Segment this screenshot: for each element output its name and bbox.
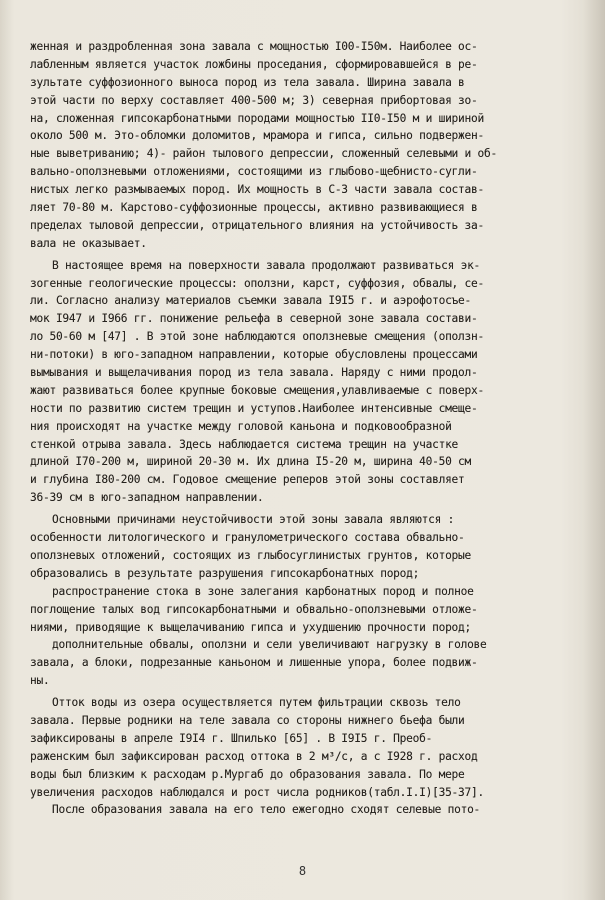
text-line: ни-потоки) в юго-западном направлении, которые обусловлены процессами <box>30 348 478 362</box>
document-body <box>30 38 578 819</box>
text-line: ности по развитию систем трещин и уступов.Наиболее интенсивные смеще- <box>30 401 478 415</box>
text-line: нистых легко размываемых пород. Их мощность в С-З части завала состав- <box>30 183 484 197</box>
text-line: 36-39 см в юго-западном направлении. <box>30 491 264 505</box>
paragraph <box>30 694 578 801</box>
text-line: завала, а блоки, подрезанные каньоном и лишенные упора, более подвиж- <box>30 656 478 670</box>
text-line: раженским был зафиксирован расход оттока в 2 м³/с, а с I928 г. расход <box>30 749 478 763</box>
text-line: После образования завала на его тело ежегодно сходят селевые пото- <box>52 803 481 817</box>
text-line: вымывания и выщелачивания пород из тела завала. Наряду с ними продол- <box>30 366 478 380</box>
text-line: этой части по верху составляет 400-500 м; 3) северная прибортовая зо- <box>30 93 478 107</box>
text-line: ния происходят на участке между головой каньона и подковообразной <box>30 419 452 433</box>
text-line: увеличения расходов наблюдался и рост числа родников(табл.I.I)[35-37]. <box>30 785 484 799</box>
text-line: жают развиваться более крупные боковые смещения,улавливаемые с поверх- <box>30 383 484 397</box>
text-line: пределах тыловой депрессии, отрицательного влияния на устойчивость за- <box>30 218 484 232</box>
text-line: около 500 м. Это-обломки доломитов, мрамора и гипса, сильно подвержен- <box>30 129 484 143</box>
text-line: вала не оказывает. <box>30 236 147 250</box>
text-line: ные выветриванию; 4)- район тылового депрессии, сложенный селевыми и об- <box>30 147 497 161</box>
text-line: образовались в результате разрушения гипсокарбонатных пород; <box>30 566 420 580</box>
text-line: ли. Согласно анализу материалов съемки завала I9I5 г. и аэрофотосъе- <box>30 294 472 308</box>
text-line: и глубина I80-200 см. Годовое смещение реперов этой зоны составляет <box>30 473 465 487</box>
text-line: зультате суффозионного выноса пород из тела завала. Ширина завала в <box>30 75 465 89</box>
text-line: особенности литологического и гранулометрического состава обвально- <box>30 531 465 545</box>
paragraph <box>30 38 578 253</box>
paragraph <box>30 583 578 637</box>
page-number: 8 <box>298 864 307 878</box>
text-line: ны. <box>30 674 50 688</box>
text-line: дополнительные обвалы, оползни и сели увеличивают нагрузку в голове <box>52 638 487 652</box>
text-line: ляет 70-80 м. Карстово-суффозионные процессы, активно развивающиеся в <box>30 201 478 215</box>
text-line: ло 50-60 м [47] . В этой зоне наблюдаются оползневые смещения (оползн- <box>30 330 484 344</box>
text-line: ниями, приводящие к выщелачиванию гипса и ухудшению прочности пород; <box>30 620 472 634</box>
text-line: зогенные геологические процессы: оползни, карст, суффозия, обвалы, се- <box>30 276 484 290</box>
text-line: поглощение талых вод гипсокарбонатными и обвально-оползневыми отложе- <box>30 602 478 616</box>
text-line: воды был близким к расходам р.Мургаб до образования завала. По мере <box>30 767 465 781</box>
text-line: распространение стока в зоне залегания карбонатных пород и полное <box>52 584 474 598</box>
text-line: В настоящее время на поверхности завала продолжают развиваться эк- <box>52 258 481 272</box>
text-line: лабленным является участок ложбины проседания, сформировавшейся в ре- <box>30 57 478 71</box>
text-line: вально-оползневыми отложениями, состоящими из глыбово-щебнисто-сугли- <box>30 165 478 179</box>
text-line: женная и раздробленная зона завала с мощностью I00-I50м. Наиболее ос- <box>30 40 478 53</box>
paragraph <box>30 511 578 583</box>
text-line: зафиксированы в апреле I9I4 г. Шпилько [65] . В I9I5 г. Преоб- <box>30 731 433 745</box>
text-line: завала. Первые родники на теле завала со стороны нижнего бьефа были <box>30 713 465 727</box>
paragraph <box>30 257 578 507</box>
text-line: длиной I70-200 м, шириной 20-30 м. Их длина I5-20 м, ширина 40-50 см <box>30 455 472 469</box>
paragraph <box>30 801 578 819</box>
text-line: стенкой отрыва завала. Здесь наблюдается система трещин на участке <box>30 437 459 451</box>
text-line: оползневых отложений, состоящих из глыбосуглинистых грунтов, которые <box>30 548 472 562</box>
paragraph <box>30 636 578 690</box>
text-line: мок I947 и I966 гг. понижение рельефа в северной зоне завала состави- <box>30 312 478 326</box>
text-line: Отток воды из озера осуществляется путем фильтрации сквозь тело <box>52 696 461 710</box>
text-line: на, сложенная гипсокарбонатными породами мощностью II0-I50 м и шириной <box>30 111 484 125</box>
text-line: Основными причинами неустойчивости этой зоны завала являются : <box>52 513 455 527</box>
